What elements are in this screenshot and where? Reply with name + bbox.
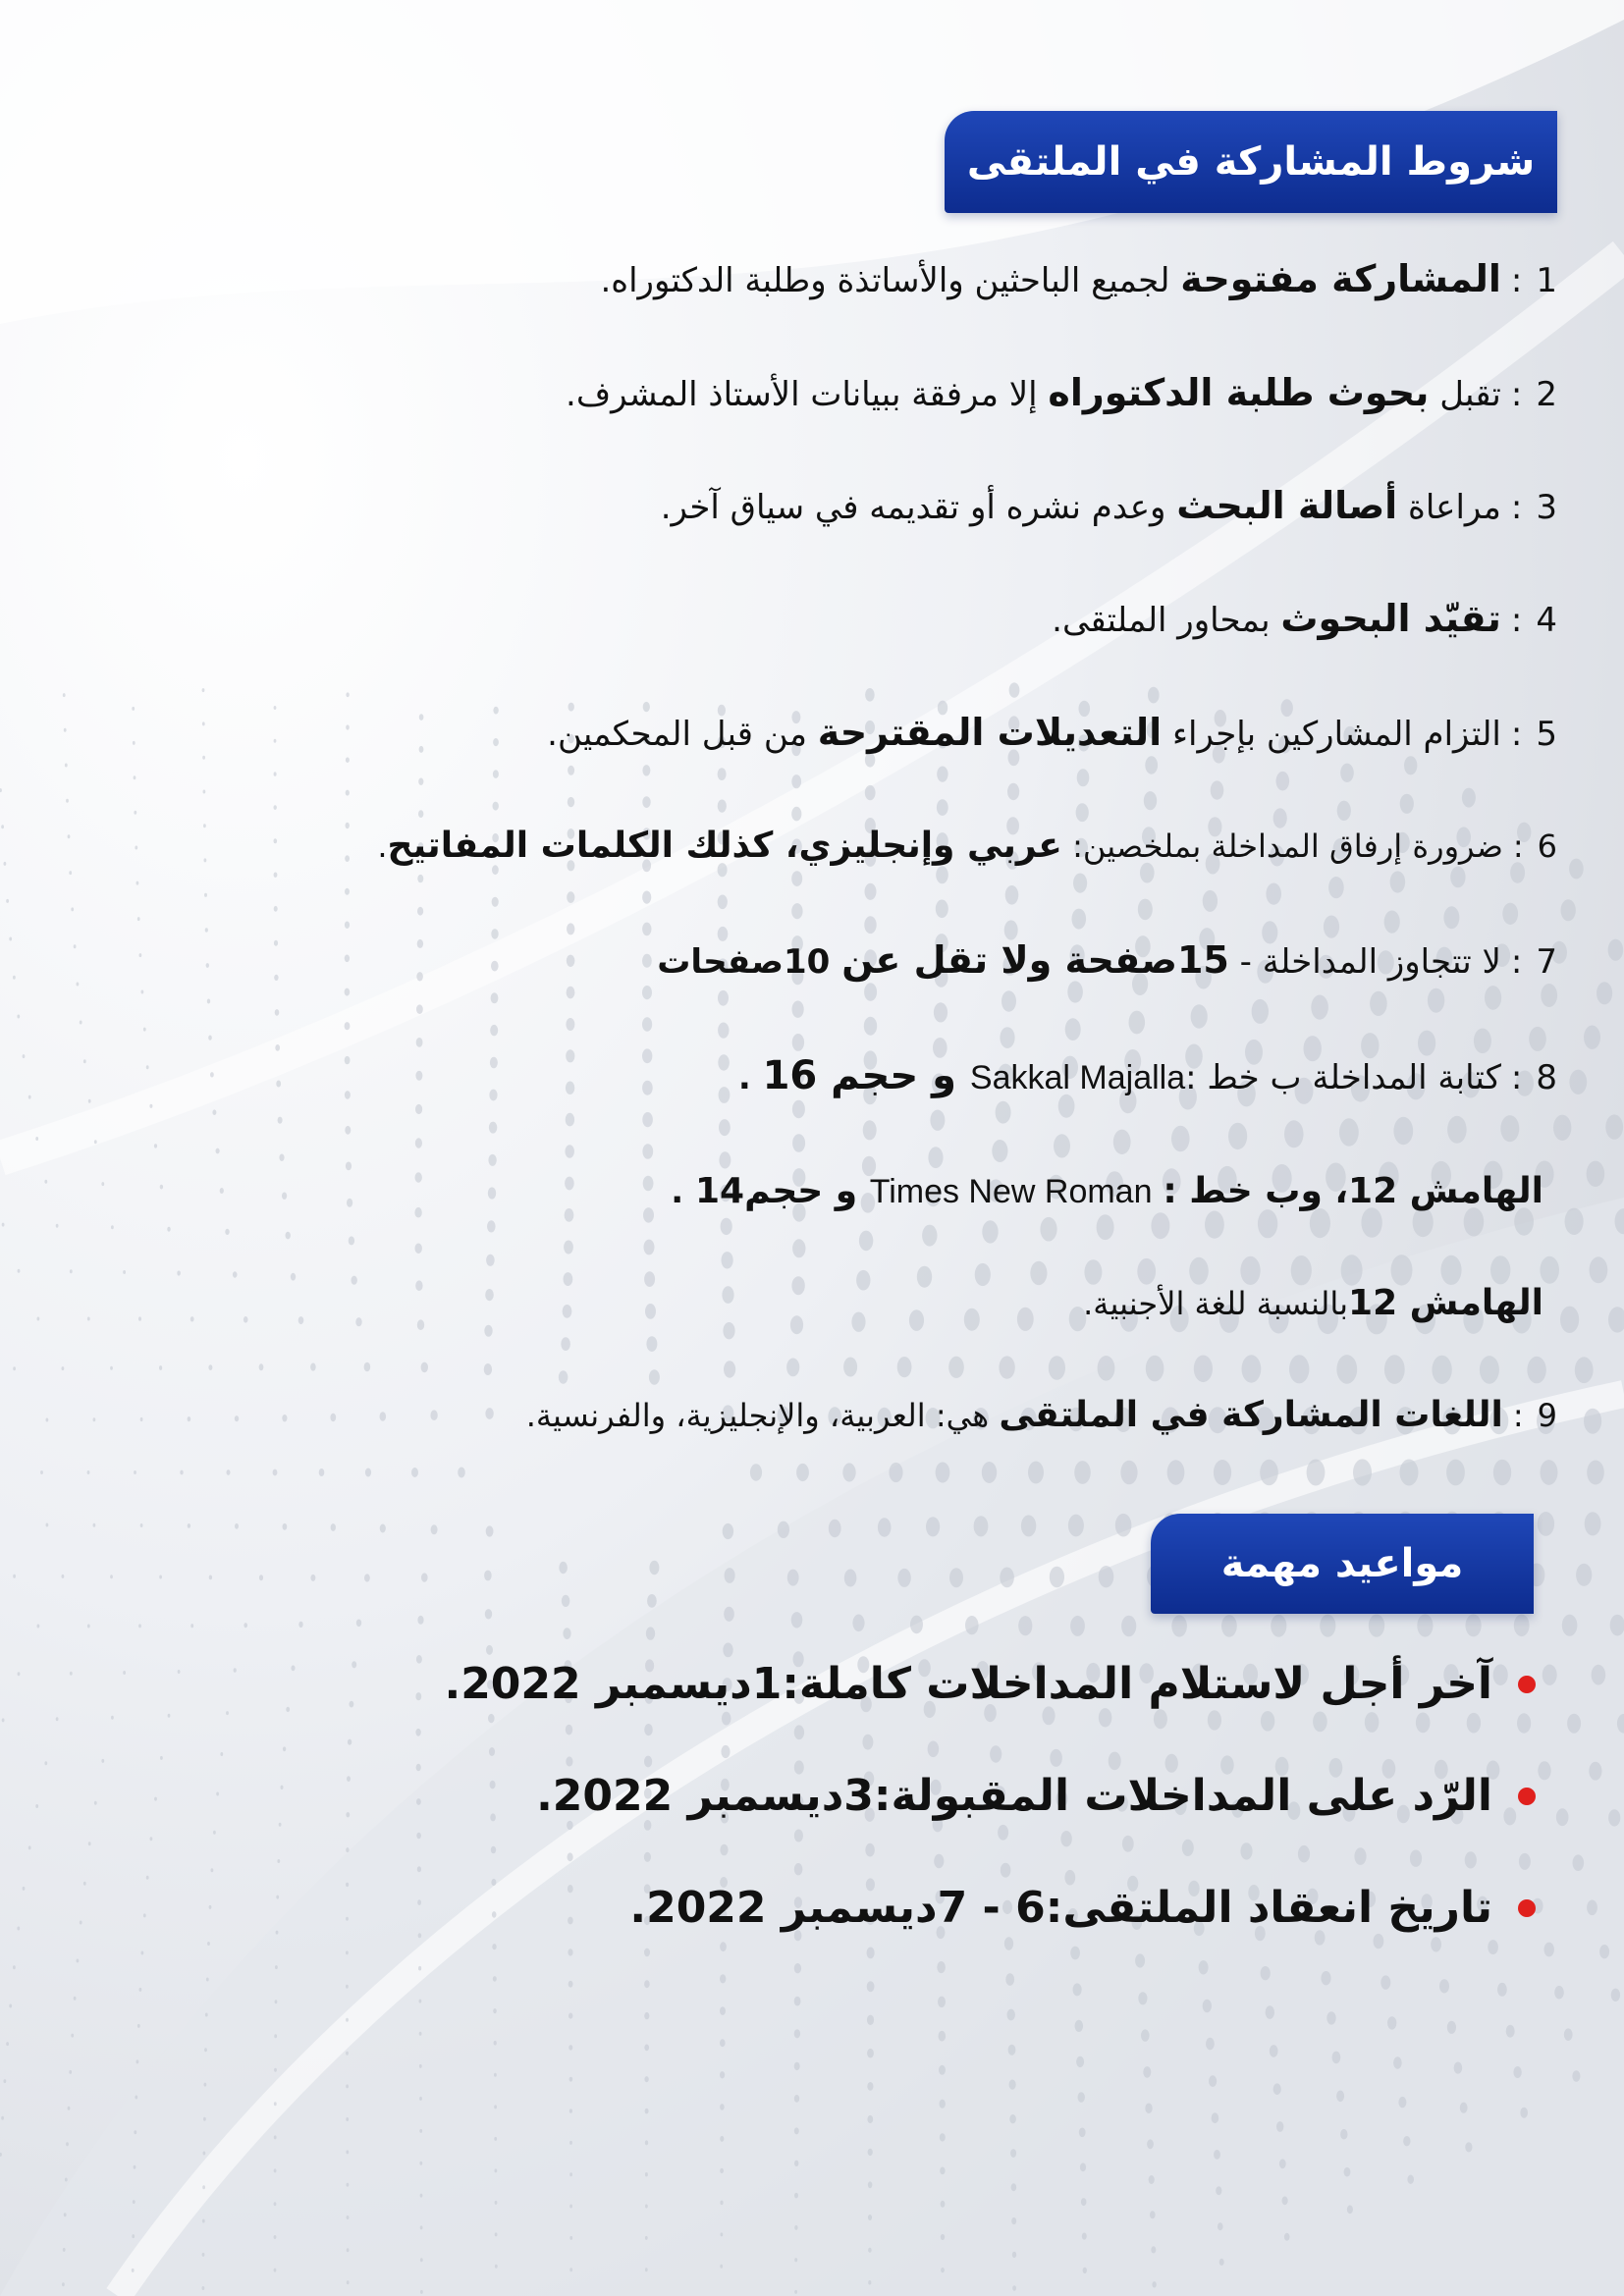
- condition-text-pre: ضرورة إرفاق المداخلة بملخصين:: [1061, 828, 1503, 865]
- condition-bold-text: تقيّد البحوث: [1280, 597, 1501, 640]
- conditions-title: شروط المشاركة في الملتقى: [966, 139, 1536, 185]
- condition-item-9: [526, 1394, 1557, 1436]
- condition-bold-text: اللغات المشاركة في الملتقى: [999, 1395, 1503, 1435]
- bullet-icon: [1518, 1788, 1536, 1805]
- condition-text: .: [671, 1172, 695, 1211]
- condition-item-5: [547, 711, 1557, 756]
- condition-number: 8: [1536, 1058, 1557, 1097]
- condition-item-3: [661, 484, 1557, 529]
- condition-item-4: [1052, 597, 1557, 642]
- condition-bold-text: الهامش 12: [1348, 1283, 1543, 1323]
- date-value: 3ديسمبر 2022.: [536, 1771, 874, 1821]
- date-value: 6 - 7ديسمبر 2022.: [629, 1883, 1046, 1933]
- condition-separator: :: [1510, 942, 1523, 982]
- condition-item-6: [377, 825, 1557, 867]
- dates-title: مواعيد مهمة: [1220, 1541, 1464, 1586]
- dates-title-banner: [1151, 1514, 1534, 1614]
- condition-number: 6: [1537, 828, 1557, 865]
- condition-number: 2: [1536, 375, 1557, 414]
- condition-text-pre: تقبل: [1429, 375, 1501, 414]
- bullet-icon: [1518, 1899, 1536, 1917]
- condition-number: 1: [1536, 261, 1557, 300]
- condition-8-line-3: [1083, 1282, 1543, 1324]
- condition-bold-text: الهامش 12، وب خط :: [1163, 1171, 1543, 1211]
- condition-text-pre: كتابة المداخلة ب خط :: [1185, 1058, 1501, 1097]
- condition-separator: :: [1512, 1397, 1524, 1434]
- condition-text: 10صفحات: [657, 942, 842, 982]
- condition-text-pre: لا تتجاوز المداخلة -: [1228, 942, 1501, 982]
- condition-text: من قبل المحكمين.: [547, 715, 818, 754]
- date-label: آخر أجل لاستلام المداخلات كاملة:: [782, 1659, 1492, 1709]
- date-item-3: [629, 1883, 1536, 1935]
- bullet-icon: [1518, 1676, 1536, 1693]
- condition-text: هي: العربية، والإنجليزية، والفرنسية.: [525, 1397, 1000, 1434]
- condition-bold-text: و حجم14: [695, 1171, 870, 1211]
- condition-bold-text: و حجم 16: [762, 1053, 970, 1098]
- condition-number: 3: [1536, 488, 1557, 527]
- condition-text: إلا مرفقة ببيانات الأستاذ المشرف.: [566, 375, 1049, 414]
- condition-separator: :: [1512, 828, 1524, 865]
- condition-text: بمحاور الملتقى.: [1052, 601, 1281, 640]
- conditions-title-banner: [945, 111, 1557, 213]
- condition-bold-text: بحوث طلبة الدكتوراه: [1048, 371, 1430, 414]
- condition-separator: :: [1510, 601, 1523, 640]
- date-item-1: [444, 1659, 1536, 1711]
- condition-separator: :: [1510, 375, 1523, 414]
- condition-bold-text: المشاركة مفتوحة: [1180, 257, 1501, 300]
- condition-separator: :: [1510, 1058, 1523, 1097]
- condition-number: 9: [1537, 1397, 1557, 1434]
- condition-8-line-2: [671, 1170, 1543, 1212]
- condition-bold-text: 15صفحة ولا تقل عن: [841, 938, 1229, 982]
- condition-text-pre: التزام المشاركين بإجراء: [1162, 715, 1501, 754]
- date-item-2: [536, 1771, 1536, 1823]
- condition-bold-text: أصالة البحث: [1176, 484, 1398, 527]
- condition-text: .: [737, 1058, 763, 1097]
- condition-separator: :: [1510, 715, 1523, 754]
- condition-number: 5: [1536, 715, 1557, 754]
- condition-item-2: [566, 371, 1557, 416]
- condition-bold-text: عربي وإنجليزي، كذلك الكلمات المفاتيح: [387, 826, 1062, 866]
- condition-text-pre: مراعاة: [1397, 488, 1501, 527]
- condition-number: 4: [1536, 601, 1557, 640]
- condition-separator: :: [1510, 488, 1523, 527]
- condition-text: وعدم نشره أو تقديمه في سياق آخر.: [660, 488, 1177, 527]
- condition-item-1: [600, 257, 1557, 302]
- date-value: 1ديسمبر 2022.: [444, 1659, 783, 1709]
- condition-number: 7: [1536, 942, 1557, 982]
- date-label: الرّد على المداخلات المقبولة:: [873, 1771, 1492, 1821]
- font-name-text: Times New Roman: [869, 1173, 1153, 1210]
- date-label: تاريخ انعقاد الملتقى:: [1045, 1883, 1492, 1933]
- condition-bold-text: التعديلات المقترحة: [817, 711, 1163, 754]
- condition-text: .: [377, 828, 388, 865]
- condition-item-7: [657, 938, 1557, 984]
- font-name-text: Sakkal Majalla: [969, 1059, 1186, 1096]
- condition-text: لجميع الباحثين والأساتذة وطلبة الدكتوراه.: [600, 261, 1181, 300]
- condition-separator: :: [1510, 261, 1523, 300]
- condition-item-8: [738, 1052, 1557, 1099]
- condition-text: بالنسبة للغة الأجنبية.: [1083, 1285, 1349, 1322]
